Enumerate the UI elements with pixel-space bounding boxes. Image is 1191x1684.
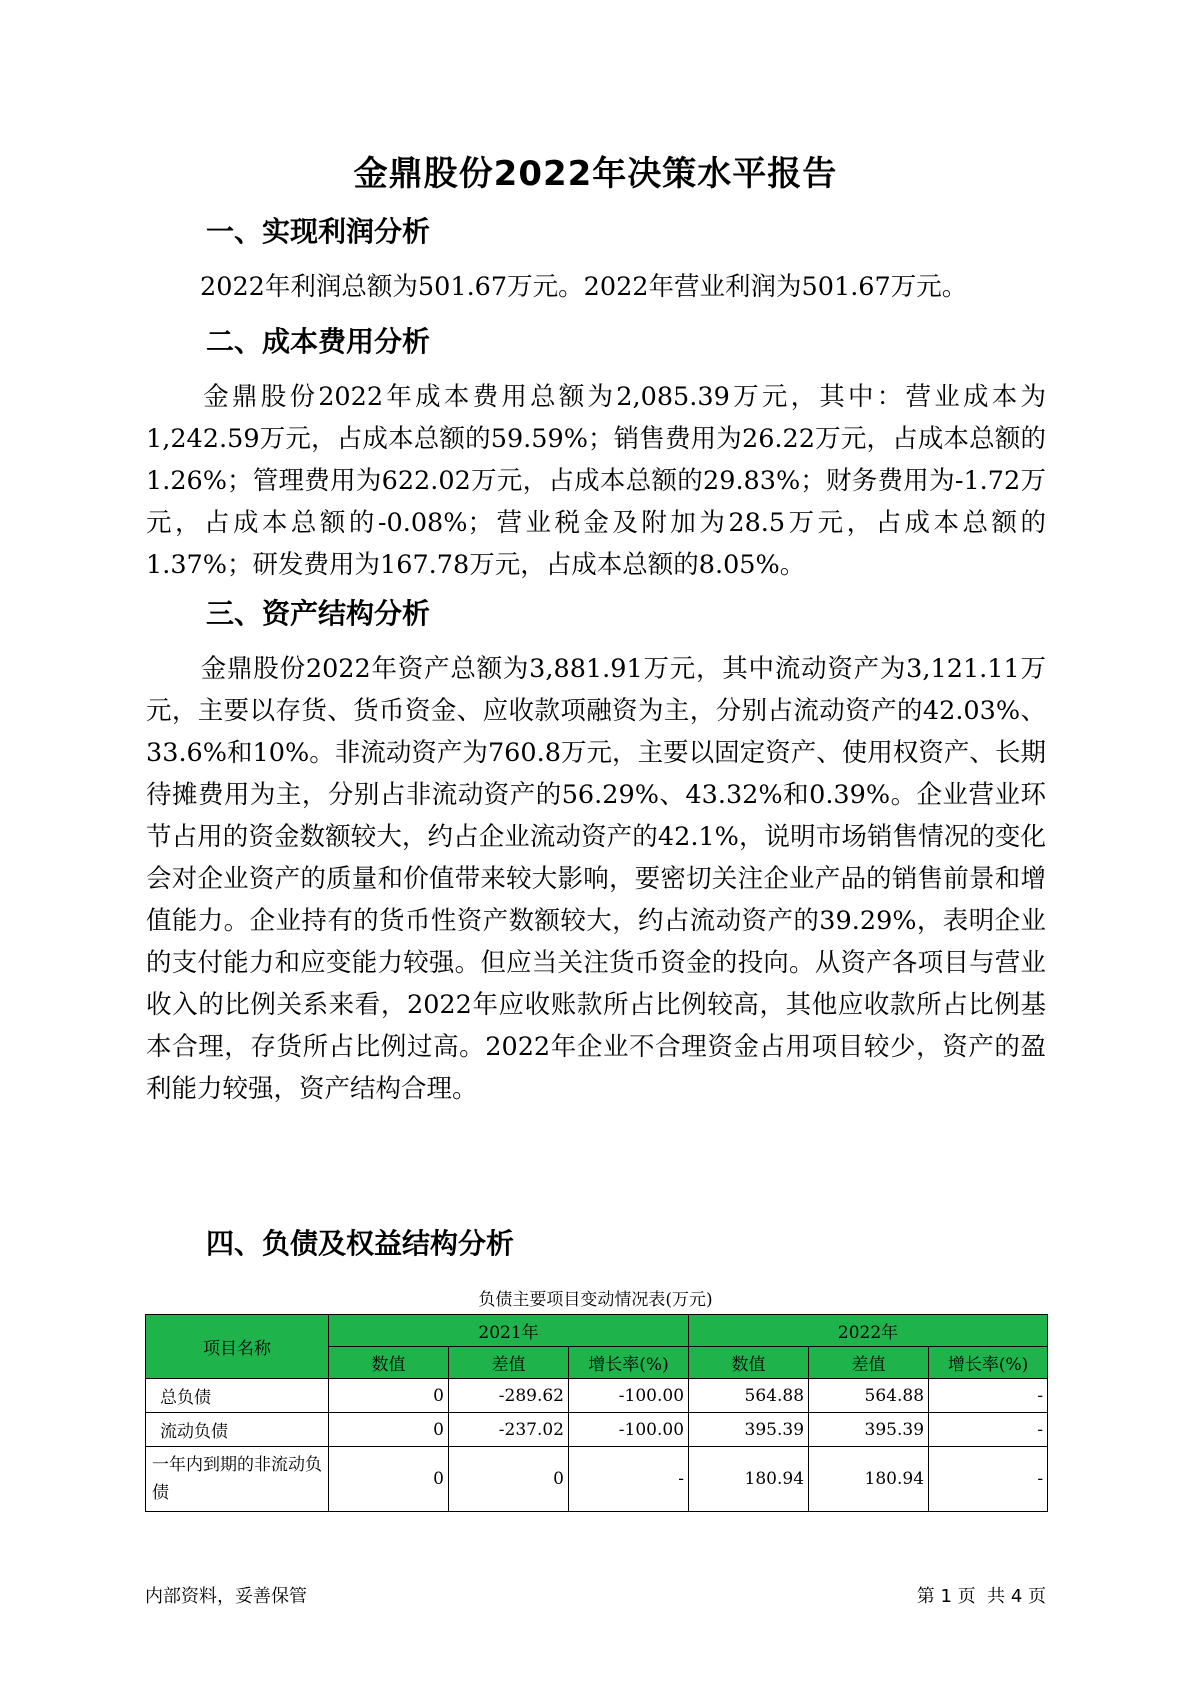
cell-2022-rate: - [929,1447,1048,1512]
cell-2021-diff: 0 [449,1447,569,1512]
report-title: 金鼎股份2022年决策水平报告 [353,154,838,194]
table-caption: 负债主要项目变动情况表(万元) [478,1290,713,1310]
section-heading-profit: 一、实现利润分析 [206,215,431,248]
cell-2022-diff: 180.94 [809,1447,929,1512]
cell-2022-value: 395.39 [689,1413,809,1447]
header-2021-rate: 增长率(%) [569,1347,689,1379]
cell-2021-rate: -100.00 [569,1379,689,1413]
header-2021-diff: 差值 [449,1347,569,1379]
footer-page-number: 第 1 页 共 4 页 [916,1586,1046,1607]
cell-2021-rate: -100.00 [569,1413,689,1447]
cell-2021-value: 0 [329,1447,449,1512]
header-group-2022: 2022年 [689,1315,1048,1347]
section-paragraph-assets: 金鼎股份2022年资产总额为3,881.91万元，其中流动资产为3,121.11万元，主要以存货、货币资金、应收款项融资为主，分别占流动资产的42.03%、33.6%和10%。非流动资产为760.8万元，主要以固定资产、使用权资产、长期待摊费用为主，分别占非流动资产的56.29%、43.32%和0.39%。企业营业环节占用的资金数额较大，约占企业流动资产的42.1%，说明市场销售情况的变化会对企业资产的质量和价值带来较大影响，要密切关注企业产品的销售前景和增值能力。企业持有的货币性资产数额较大，约占流动资产的39.29%，表明企业的支付能力和应变能力较强。但应当关注货币资金的投向。从资产各项目与营业收入的比例关系来看，2022年应收账款所占比例较高，其他应收款所占比例基本合理，存货所占比例过高。2022年企业不合理资金占用项目较少，资产的盈利能力较强，资产结构合理。 [146,654,1046,1104]
cell-2022-rate: - [929,1413,1048,1447]
header-2022-diff: 差值 [809,1347,929,1379]
table-row [146,1413,1048,1447]
cell-2021-rate: - [569,1447,689,1512]
cell-2021-diff: -237.02 [449,1413,569,1447]
cell-2021-value: 0 [329,1379,449,1413]
header-2022-value: 数值 [689,1347,809,1379]
header-group-2021: 2021年 [329,1315,689,1347]
table-row [146,1447,1048,1512]
liabilities-table [145,1314,1048,1512]
row-name: 流动负债 [146,1413,329,1447]
cell-2022-value: 180.94 [689,1447,809,1512]
cell-2021-diff: -289.62 [449,1379,569,1413]
cell-2022-rate: - [929,1379,1048,1413]
footer-confidential-note: 内部资料，妥善保管 [145,1586,307,1607]
header-2022-rate: 增长率(%) [929,1347,1048,1379]
header-item-name: 项目名称 [146,1315,329,1379]
section-paragraph-profit: 2022年利润总额为501.67万元。2022年营业利润为501.67万元。 [200,272,968,302]
cell-2022-diff: 564.88 [809,1379,929,1413]
section-paragraph-cost: 金鼎股份2022年成本费用总额为2,085.39万元，其中：营业成本为1,242.59万元，占成本总额的59.59%；销售费用为26.22万元，占成本总额的1.26%；管理费用为622.02万元，占成本总额的29.83%；财务费用为-1.72万元，占成本总额的-0.08%；营业税金及附加为28.5万元，占成本总额的1.37%；研发费用为167.78万元，占成本总额的8.05%。 [146,382,1046,580]
table-row [146,1379,1048,1413]
section-heading-liabilities: 四、负债及权益结构分析 [206,1227,515,1260]
cell-2022-diff: 395.39 [809,1413,929,1447]
row-name: 一年内到期的非流动负债 [146,1447,329,1512]
cell-2021-value: 0 [329,1413,449,1447]
section-heading-cost: 二、成本费用分析 [206,325,431,358]
cell-2022-value: 564.88 [689,1379,809,1413]
header-2021-value: 数值 [329,1347,449,1379]
section-heading-assets: 三、资产结构分析 [206,597,431,630]
row-name: 总负债 [146,1379,329,1413]
